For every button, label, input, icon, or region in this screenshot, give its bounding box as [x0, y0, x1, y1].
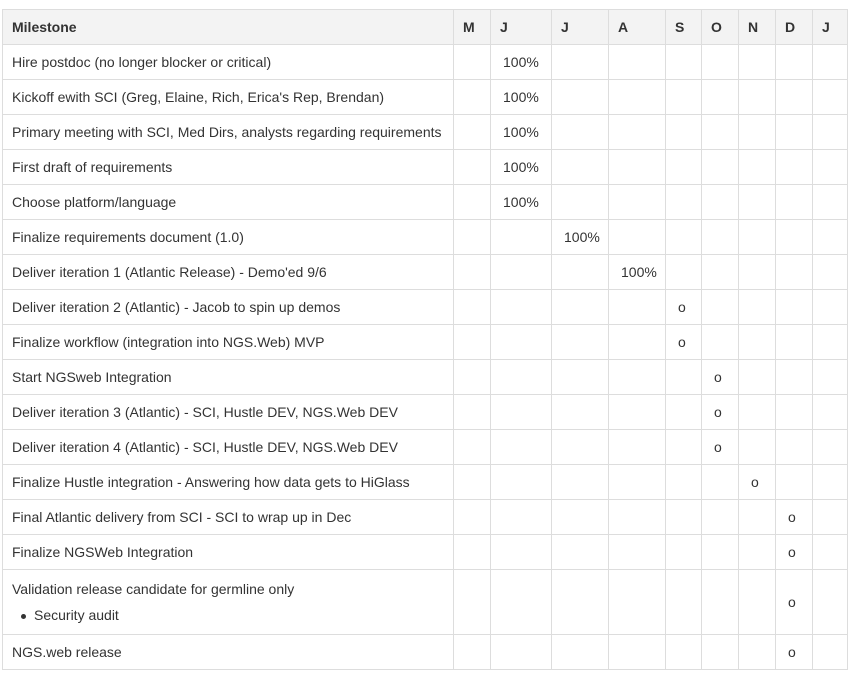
month-status-cell [666, 570, 702, 635]
month-status-cell [491, 290, 552, 325]
month-status-cell [776, 185, 813, 220]
month-status-cell [666, 255, 702, 290]
month-status-cell [552, 45, 609, 80]
month-status-cell [454, 395, 491, 430]
month-status-cell [552, 395, 609, 430]
month-status-cell [813, 150, 848, 185]
month-status-cell: 100% [491, 185, 552, 220]
month-status-cell [776, 255, 813, 290]
month-status-cell [702, 115, 739, 150]
table-row [3, 535, 848, 570]
table-header-row [3, 10, 848, 45]
month-status-cell [552, 80, 609, 115]
month-status-cell [813, 185, 848, 220]
month-status-cell [702, 80, 739, 115]
month-status-cell [552, 360, 609, 395]
month-status-cell [666, 465, 702, 500]
milestone-label: Deliver iteration 4 (Atlantic) - SCI, Hustle DEV, NGS.Web DEV [12, 439, 398, 455]
month-status-cell [776, 45, 813, 80]
month-status-cell [702, 535, 739, 570]
month-status-cell [454, 80, 491, 115]
month-status-cell [609, 635, 666, 670]
milestone-label: Finalize NGSWeb Integration [12, 544, 194, 560]
month-column-header: O [702, 10, 739, 45]
month-status-cell [666, 115, 702, 150]
milestone-label: Hire postdoc (no longer blocker or critical) [12, 54, 272, 70]
table-row [3, 500, 848, 535]
milestone-label: Deliver iteration 2 (Atlantic) - Jacob to spin up demos [12, 299, 341, 315]
month-status-cell [702, 150, 739, 185]
month-status-cell: 100% [491, 150, 552, 185]
month-status-cell [739, 635, 776, 670]
month-status-cell [609, 80, 666, 115]
month-status-cell [491, 570, 552, 635]
month-status-cell [702, 255, 739, 290]
month-status-cell [454, 570, 491, 635]
month-status-cell [454, 360, 491, 395]
milestone-column-header: Milestone [3, 10, 454, 45]
month-status-cell: o [776, 635, 813, 670]
month-status-cell [739, 430, 776, 465]
month-column-header: J [813, 10, 848, 45]
month-status-cell [776, 325, 813, 360]
month-status-cell [454, 325, 491, 360]
month-status-cell [609, 570, 666, 635]
table-row [3, 185, 848, 220]
month-status-cell [813, 465, 848, 500]
milestone-label: Deliver iteration 1 (Atlantic Release) - Demo'ed 9/6 [12, 264, 327, 280]
month-status-cell [666, 500, 702, 535]
milestone-cell [3, 150, 454, 185]
month-status-cell: 100% [609, 255, 666, 290]
table-row [3, 150, 848, 185]
milestone-cell [3, 115, 454, 150]
month-status-cell [454, 115, 491, 150]
month-column-header: N [739, 10, 776, 45]
milestone-label: Finalize workflow (integration into NGS.Web) MVP [12, 334, 325, 350]
table-row [3, 290, 848, 325]
month-column-header: J [491, 10, 552, 45]
month-status-cell [552, 570, 609, 635]
milestone-table [2, 9, 848, 670]
month-status-cell: o [702, 430, 739, 465]
milestone-cell [3, 535, 454, 570]
month-status-cell: o [776, 570, 813, 635]
month-status-cell [702, 570, 739, 635]
month-status-cell [739, 290, 776, 325]
month-status-cell [813, 635, 848, 670]
milestone-label: Validation release candidate for germline only [12, 581, 295, 597]
milestone-cell [3, 360, 454, 395]
milestone-label: Final Atlantic delivery from SCI - SCI to wrap up in Dec [12, 509, 352, 525]
month-status-cell [666, 430, 702, 465]
milestone-cell [3, 395, 454, 430]
month-status-cell [552, 185, 609, 220]
month-status-cell [454, 535, 491, 570]
month-status-cell: o [702, 395, 739, 430]
month-status-cell [552, 115, 609, 150]
milestone-cell [3, 325, 454, 360]
month-status-cell [552, 255, 609, 290]
month-status-cell [776, 430, 813, 465]
month-status-cell [776, 115, 813, 150]
month-status-cell [666, 150, 702, 185]
month-status-cell [776, 220, 813, 255]
month-column-header: D [776, 10, 813, 45]
month-status-cell [609, 500, 666, 535]
month-status-cell [813, 115, 848, 150]
month-status-cell [702, 45, 739, 80]
month-column-header: J [552, 10, 609, 45]
table-row [3, 80, 848, 115]
month-status-cell [666, 635, 702, 670]
milestone-cell [3, 500, 454, 535]
month-status-cell [666, 45, 702, 80]
month-status-cell: o [666, 290, 702, 325]
month-status-cell [739, 395, 776, 430]
month-status-cell [491, 635, 552, 670]
month-status-cell [702, 290, 739, 325]
milestone-cell [3, 465, 454, 500]
month-status-cell [552, 465, 609, 500]
month-status-cell [813, 45, 848, 80]
month-status-cell [739, 150, 776, 185]
month-status-cell [739, 500, 776, 535]
milestone-cell [3, 80, 454, 115]
month-status-cell [609, 395, 666, 430]
table-row [3, 430, 848, 465]
month-status-cell [609, 360, 666, 395]
month-status-cell [739, 115, 776, 150]
month-status-cell [666, 535, 702, 570]
month-status-cell [609, 325, 666, 360]
milestone-cell [3, 45, 454, 80]
month-status-cell [813, 80, 848, 115]
month-status-cell [702, 220, 739, 255]
month-status-cell: o [702, 360, 739, 395]
month-column-header: A [609, 10, 666, 45]
month-status-cell [776, 465, 813, 500]
month-status-cell [776, 290, 813, 325]
month-status-cell [813, 325, 848, 360]
month-status-cell [813, 220, 848, 255]
table-row [3, 220, 848, 255]
month-status-cell [739, 220, 776, 255]
month-status-cell [609, 535, 666, 570]
month-status-cell [739, 80, 776, 115]
table-body [3, 45, 848, 670]
month-status-cell [666, 220, 702, 255]
table-row [3, 325, 848, 360]
month-status-cell [454, 430, 491, 465]
table-row [3, 465, 848, 500]
table-row [3, 635, 848, 670]
month-status-cell [702, 325, 739, 360]
month-status-cell [813, 570, 848, 635]
milestone-cell [3, 290, 454, 325]
month-status-cell [491, 430, 552, 465]
month-status-cell [454, 255, 491, 290]
month-status-cell [552, 635, 609, 670]
milestone-cell [3, 185, 454, 220]
month-status-cell [609, 150, 666, 185]
month-status-cell [813, 535, 848, 570]
milestone-label: NGS.web release [12, 644, 122, 660]
milestone-label: Start NGSweb Integration [12, 369, 172, 385]
month-status-cell: o [776, 500, 813, 535]
month-status-cell [609, 465, 666, 500]
month-status-cell [454, 150, 491, 185]
month-status-cell [454, 220, 491, 255]
month-status-cell [666, 360, 702, 395]
month-status-cell [739, 185, 776, 220]
month-status-cell [491, 465, 552, 500]
month-status-cell [666, 80, 702, 115]
milestone-cell [3, 570, 454, 635]
month-status-cell [454, 635, 491, 670]
month-status-cell [702, 635, 739, 670]
month-status-cell [776, 360, 813, 395]
milestone-label: Finalize Hustle integration - Answering how data gets to HiGlass [12, 474, 410, 490]
month-status-cell: 100% [491, 80, 552, 115]
milestone-subitem: Security audit [34, 607, 453, 623]
table-row [3, 45, 848, 80]
month-status-cell: 100% [552, 220, 609, 255]
month-status-cell [454, 185, 491, 220]
milestone-label: Choose platform/language [12, 194, 177, 210]
milestone-cell [3, 635, 454, 670]
month-status-cell [609, 290, 666, 325]
month-status-cell: 100% [491, 115, 552, 150]
milestone-label: First draft of requirements [12, 159, 173, 175]
month-status-cell [552, 500, 609, 535]
month-status-cell [739, 45, 776, 80]
month-status-cell [739, 325, 776, 360]
month-status-cell [491, 500, 552, 535]
month-status-cell [702, 185, 739, 220]
milestone-cell [3, 220, 454, 255]
month-status-cell [813, 395, 848, 430]
month-status-cell: o [776, 535, 813, 570]
month-column-header: M [454, 10, 491, 45]
month-status-cell [739, 255, 776, 290]
month-status-cell [776, 150, 813, 185]
month-status-cell: o [666, 325, 702, 360]
month-status-cell [776, 395, 813, 430]
milestone-cell [3, 430, 454, 465]
month-status-cell [552, 535, 609, 570]
month-status-cell [552, 150, 609, 185]
month-status-cell [491, 220, 552, 255]
month-status-cell [491, 535, 552, 570]
milestone-cell [3, 255, 454, 290]
month-status-cell [454, 465, 491, 500]
month-status-cell [702, 465, 739, 500]
milestone-label: Deliver iteration 3 (Atlantic) - SCI, Hustle DEV, NGS.Web DEV [12, 404, 398, 420]
month-status-cell [666, 395, 702, 430]
month-status-cell [609, 115, 666, 150]
month-status-cell [454, 500, 491, 535]
month-status-cell [552, 290, 609, 325]
table-row [3, 115, 848, 150]
month-status-cell [813, 500, 848, 535]
month-status-cell [609, 185, 666, 220]
milestone-label: Finalize requirements document (1.0) [12, 229, 244, 245]
table-row [3, 395, 848, 430]
month-status-cell [609, 430, 666, 465]
month-status-cell [552, 325, 609, 360]
month-status-cell [739, 535, 776, 570]
month-status-cell [666, 185, 702, 220]
month-status-cell [813, 360, 848, 395]
month-status-cell [776, 80, 813, 115]
table-row [3, 360, 848, 395]
month-status-cell: 100% [491, 45, 552, 80]
month-status-cell [739, 570, 776, 635]
table-row [3, 570, 848, 635]
month-status-cell: o [739, 465, 776, 500]
month-status-cell [813, 255, 848, 290]
month-status-cell [702, 500, 739, 535]
month-status-cell [454, 290, 491, 325]
month-status-cell [739, 360, 776, 395]
month-status-cell [552, 430, 609, 465]
month-status-cell [491, 325, 552, 360]
month-status-cell [609, 220, 666, 255]
table-row [3, 255, 848, 290]
milestone-label: Kickoff ewith SCI (Greg, Elaine, Rich, Erica's Rep, Brendan) [12, 89, 385, 105]
month-status-cell [491, 395, 552, 430]
month-status-cell [491, 360, 552, 395]
milestone-sublist [12, 607, 453, 623]
month-column-header: S [666, 10, 702, 45]
month-status-cell [491, 255, 552, 290]
month-status-cell [813, 430, 848, 465]
milestone-label: Primary meeting with SCI, Med Dirs, analysts regarding requirements [12, 124, 442, 140]
month-status-cell [609, 45, 666, 80]
month-status-cell [454, 45, 491, 80]
month-status-cell [813, 290, 848, 325]
